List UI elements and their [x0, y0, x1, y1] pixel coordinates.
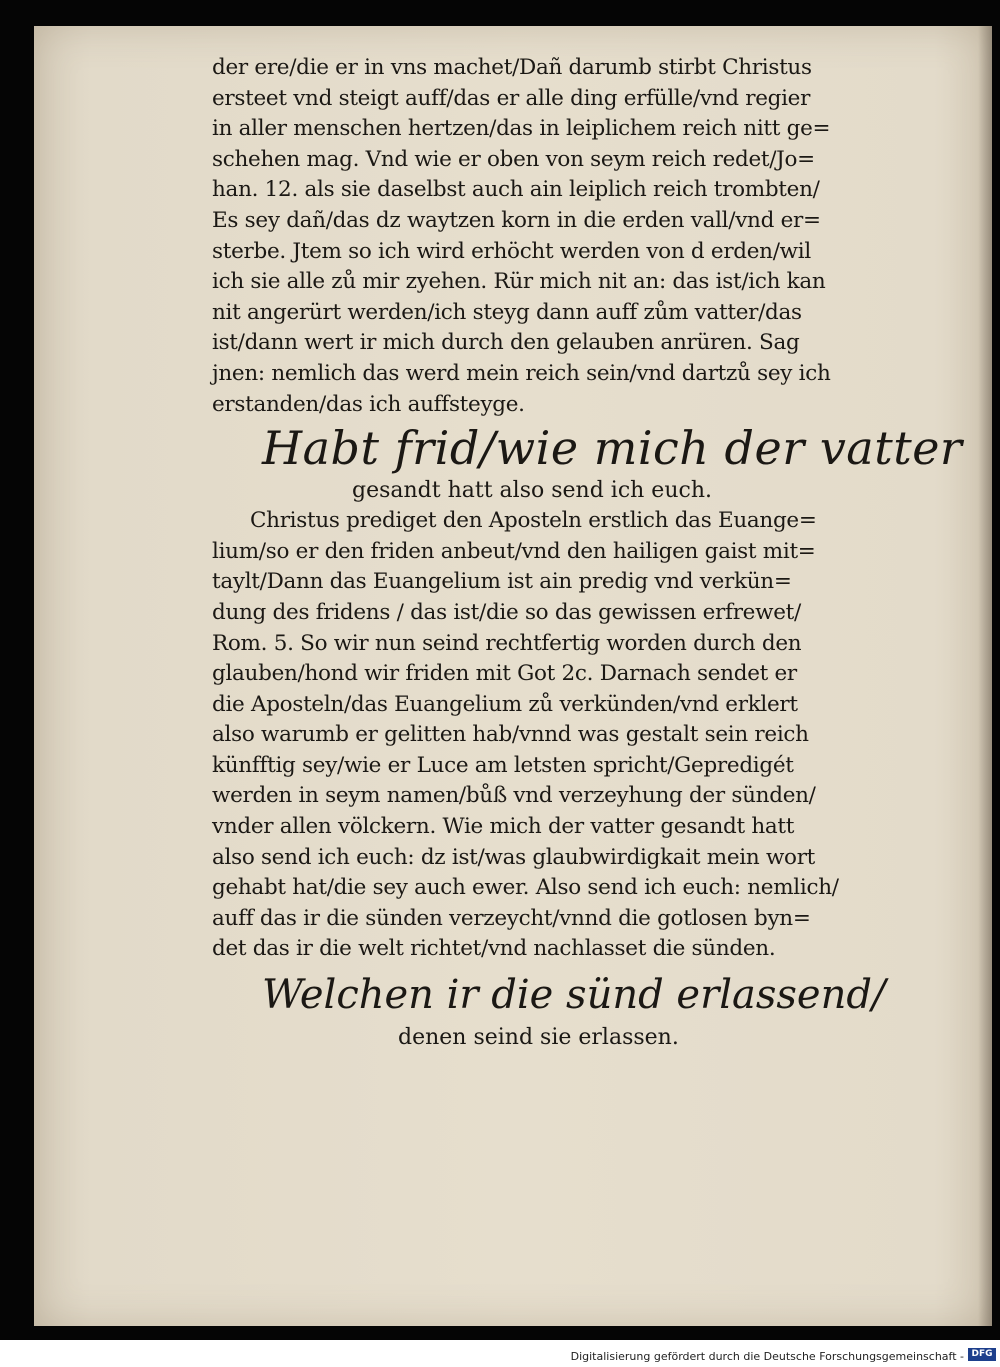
dfg-logo-icon: DFG — [968, 1348, 996, 1361]
text-line: det das ir die welt richtet/vnd nachlasset die sünden. — [212, 936, 776, 962]
text-line: schehen mag. Vnd wie er oben von seym reich redet/Jo= — [212, 146, 815, 172]
text-line: in aller menschen hertzen/das in leiplichem reich nitt ge= — [212, 116, 831, 142]
text-line: Christus prediget den Aposteln erstlich das Euange= — [250, 508, 817, 534]
section-heading: Habt frid/wie mich der vatter — [262, 421, 963, 476]
text-line: erstanden/das ich auffsteyge. — [212, 391, 525, 417]
page-text — [212, 53, 963, 1053]
text-line: Es sey dañ/das dz waytzen korn in die erden vall/vnd er= — [212, 207, 821, 233]
text-line: gehabt hat/die sey auch ewer. Also send ich euch: nemlich/ — [212, 875, 839, 901]
text-line: also warumb er gelitten hab/vnnd was gestalt sein reich — [212, 722, 809, 748]
text-line: lium/so er den friden anbeut/vnd den hailigen gaist mit= — [212, 538, 816, 564]
text-line: sterbe. Jtem so ich wird erhöcht werden von d erden/wil — [212, 238, 811, 264]
text-line: dung des fridens / das ist/die so das gewissen erfrewet/ — [212, 599, 801, 625]
text-line: werden in seym namen/bůß vnd verzeyhung der sünden/ — [212, 783, 816, 809]
text-line: künfftig sey/wie er Luce am letsten spricht/Gepredigét — [212, 752, 794, 778]
text-line: jnen: nemlich das werd mein reich sein/vnd dartzů sey ich — [212, 360, 831, 386]
text-line: vnder allen völckern. Wie mich der vatter gesandt hatt — [212, 814, 795, 840]
text-line: also send ich euch: dz ist/was glaubwirdigkait mein wort — [212, 844, 816, 870]
page-edge-shadow — [978, 26, 992, 1326]
text-line: han. 12. als sie daselbst auch ain leiplich reich trombten/ — [212, 177, 820, 203]
text-line: der ere/die er in vns machet/Dañ darumb stirbt Christus — [212, 55, 812, 80]
footer-credit: Digitalisierung gefördert durch die Deutsche Forschungsgemeinschaft - — [570, 1350, 964, 1363]
text-line: ist/dann wert ir mich durch den gelauben anrüren. Sag — [212, 330, 800, 356]
text-line: die Aposteln/das Euangelium zů verkünden/vnd erklert — [212, 691, 798, 717]
text-line: auff das ir die sünden verzeycht/vnnd die gotlosen byn= — [212, 905, 811, 931]
text-line: glauben/hond wir friden mit Got 2c. Darnach sendet er — [212, 661, 797, 687]
text-line: nit angerürt werden/ich steyg dann auff zům vatter/das — [212, 299, 802, 325]
text-line: Rom. 5. So wir nun seind rechtfertig worden durch den — [212, 630, 802, 656]
text-line: taylt/Dann das Euangelium ist ain predig vnd verkün= — [212, 569, 792, 595]
text-line: ersteet vnd steigt auff/das er alle ding erfülle/vnd regier — [212, 85, 811, 111]
section-heading: Welchen ir die sünd erlassend/ — [262, 972, 886, 1019]
section-subheading: denen seind sie erlassen. — [398, 1025, 679, 1051]
text-line: ich sie alle zů mir zyehen. Rür mich nit an: das ist/ich kan — [212, 269, 826, 295]
section-subheading: gesandt hatt also send ich euch. — [352, 478, 712, 504]
